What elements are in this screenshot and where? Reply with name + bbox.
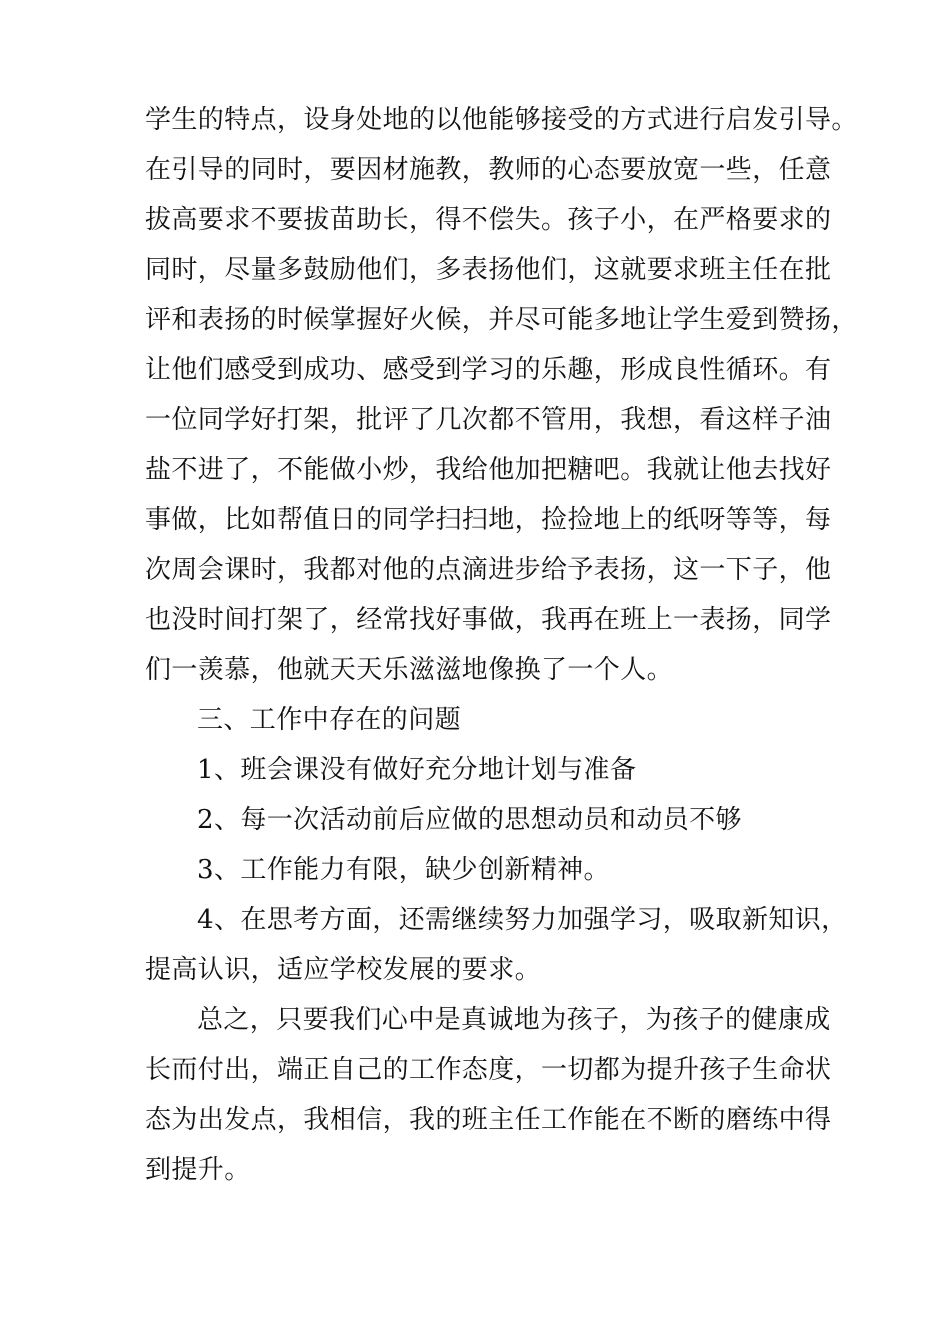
text-line: 4、在思考方面，还需继续努力加强学习，吸取新知识，	[197, 905, 848, 935]
text-line: 拔高要求不要拔苗助长，得不偿失。孩子小，在严格要求的	[145, 205, 832, 235]
text-line: 让他们感受到成功、感受到学习的乐趣，形成良性循环。有	[145, 355, 832, 385]
text-line: 到提升。	[145, 1155, 251, 1185]
text-line: 总之，只要我们心中是真诚地为孩子，为孩子的健康成	[197, 1005, 831, 1035]
text-line: 也没时间打架了，经常找好事做，我再在班上一表扬，同学	[145, 605, 832, 635]
problem-item-2: 2、每一次活动前后应做的思想动员和动员不够	[197, 805, 742, 835]
text-line: 同时，尽量多鼓励他们，多表扬他们，这就要求班主任在批	[145, 255, 832, 285]
text-line: 一位同学好打架，批评了几次都不管用，我想，看这样子油	[145, 405, 832, 435]
text-line: 提高认识，适应学校发展的要求。	[145, 955, 542, 985]
problem-item-4	[145, 895, 848, 995]
text-line: 事做，比如帮值日的同学扫扫地，捡捡地上的纸呀等等，每	[145, 505, 832, 535]
text-line: 长而付出，端正自己的工作态度，一切都为提升孩子生命状	[145, 1055, 832, 1085]
text-line: 盐不进了，不能做小炒，我给他加把糖吧。我就让他去找好	[145, 455, 832, 485]
text-line: 态为出发点，我相信，我的班主任工作能在不断的磨练中得	[145, 1105, 832, 1135]
text-line: 评和表扬的时候掌握好火候，并尽可能多地让学生爱到赞扬，	[145, 305, 858, 335]
text-line: 学生的特点，设身处地的以他能够接受的方式进行启发引导。	[145, 105, 858, 135]
document-body	[145, 95, 858, 1195]
section-heading: 三、工作中存在的问题	[197, 705, 462, 735]
text-line: 次周会课时，我都对他的点滴进步给予表扬，这一下子，他	[145, 555, 832, 585]
text-line: 在引导的同时，要因材施教，教师的心态要放宽一些，任意	[145, 155, 832, 185]
conclusion-paragraph	[145, 995, 835, 1195]
problem-item-1: 1、班会课没有做好充分地计划与准备	[197, 755, 637, 785]
paragraph-continuation	[145, 95, 858, 695]
problem-item-3: 3、工作能力有限，缺少创新精神。	[197, 855, 610, 885]
text-line: 们一羡慕，他就天天乐滋滋地像换了一个人。	[145, 655, 674, 685]
